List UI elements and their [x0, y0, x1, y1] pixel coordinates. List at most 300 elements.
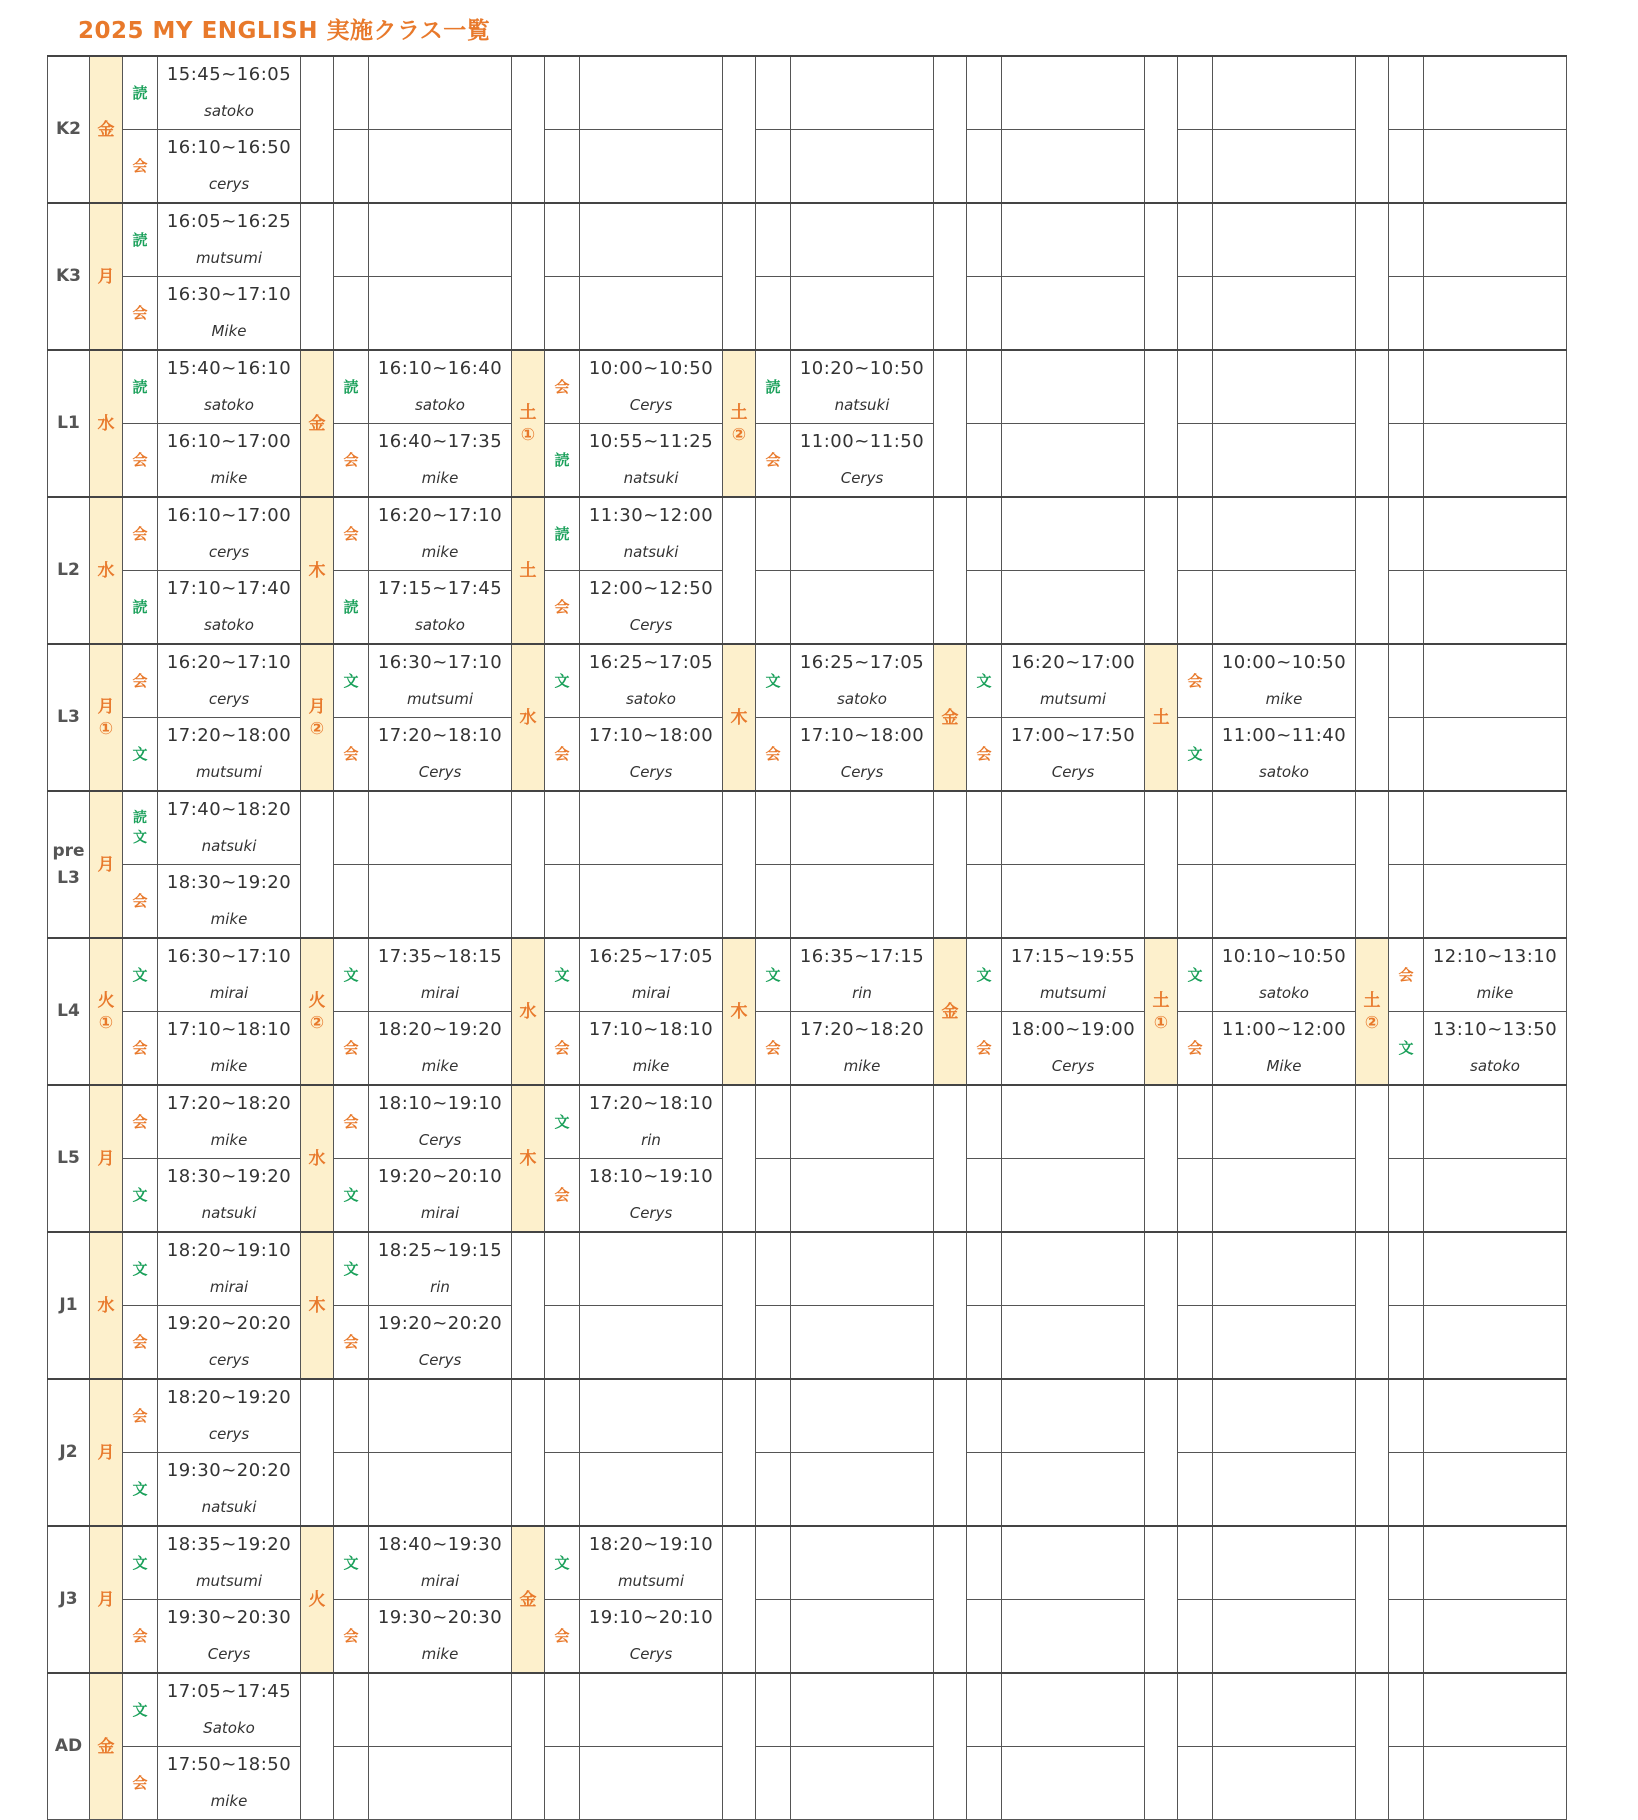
class-time-cell	[369, 277, 512, 351]
class-time-cell	[1002, 1085, 1145, 1159]
class-type-cell	[1178, 1159, 1213, 1233]
class-time-cell	[369, 1379, 512, 1453]
class-slot	[158, 577, 300, 637]
class-slot	[158, 1312, 300, 1372]
class-time-cell	[791, 938, 934, 1012]
class-type-label: 文	[132, 1701, 148, 1719]
class-type-label-2: 文	[133, 830, 147, 846]
class-type-cell	[1389, 1085, 1424, 1159]
schedule-row	[48, 1379, 1567, 1453]
class-type-cell	[545, 350, 580, 424]
class-type-label: 読	[343, 598, 359, 616]
day-cell	[301, 203, 334, 350]
class-type-label: 会	[343, 1039, 359, 1057]
class-type-cell	[1178, 350, 1213, 424]
day-label: 月	[97, 1442, 115, 1463]
class-type-cell	[967, 571, 1002, 645]
class-type-cell	[123, 718, 158, 792]
level-label	[48, 644, 90, 791]
class-type-cell	[756, 424, 791, 498]
class-type-cell	[967, 791, 1002, 865]
class-type-cell	[1389, 571, 1424, 645]
class-slot	[369, 1018, 511, 1078]
class-type-cell	[123, 350, 158, 424]
class-slot	[369, 504, 511, 564]
class-time-cell	[158, 424, 301, 498]
class-time-cell	[791, 1747, 934, 1820]
class-slot	[580, 1092, 722, 1152]
class-type-label: 文	[554, 966, 570, 984]
class-time-cell	[1424, 938, 1567, 1012]
class-type-cell	[123, 424, 158, 498]
class-type-cell	[123, 571, 158, 645]
day-label: 金	[308, 413, 326, 434]
class-time-cell	[158, 203, 301, 277]
class-time-cell	[791, 644, 934, 718]
day-cell	[1145, 350, 1178, 497]
class-time: 17:10~18:00	[588, 725, 714, 746]
class-time: 16:40~17:35	[377, 431, 503, 452]
class-time-cell	[1002, 277, 1145, 351]
class-time-cell	[1424, 644, 1567, 718]
class-type-cell	[1178, 56, 1213, 130]
class-time-cell	[791, 277, 934, 351]
class-type-cell	[334, 424, 369, 498]
day-label: 金	[941, 707, 959, 728]
class-type-cell	[967, 938, 1002, 1012]
class-type-cell	[545, 130, 580, 204]
teacher-name: mutsumi	[195, 249, 263, 267]
day-cell	[934, 1673, 967, 1820]
class-type-cell	[545, 1600, 580, 1674]
class-time-cell	[369, 938, 512, 1012]
class-time-cell	[1424, 1673, 1567, 1747]
day-cell	[1145, 1526, 1178, 1673]
level-label	[48, 1673, 90, 1820]
class-time-cell	[580, 56, 723, 130]
day-number: ②	[309, 1012, 325, 1033]
class-type-cell	[967, 1673, 1002, 1747]
class-slot	[1213, 651, 1355, 711]
class-time-cell	[1002, 130, 1145, 204]
class-time-cell	[580, 1379, 723, 1453]
class-slot	[580, 945, 722, 1005]
class-type-cell	[334, 1600, 369, 1674]
class-time: 17:20~18:20	[166, 1093, 292, 1114]
day-cell	[1356, 203, 1389, 350]
class-type-cell	[756, 1673, 791, 1747]
class-time: 11:00~11:40	[1221, 725, 1347, 746]
day-cell	[934, 1526, 967, 1673]
class-time-cell	[1002, 497, 1145, 571]
class-type-cell	[334, 1673, 369, 1747]
schedule-row	[48, 497, 1567, 571]
class-type-cell	[123, 1526, 158, 1600]
class-type-cell	[756, 1453, 791, 1527]
class-type-cell	[756, 1526, 791, 1600]
day-cell	[1145, 1085, 1178, 1232]
class-time: 18:30~19:20	[166, 1166, 292, 1187]
class-time-cell	[1213, 56, 1356, 130]
class-type-cell	[334, 1012, 369, 1086]
teacher-name: satoko	[204, 616, 254, 634]
class-time: 16:10~16:50	[166, 137, 292, 158]
class-type-cell	[756, 718, 791, 792]
class-type-cell	[967, 865, 1002, 939]
class-time-cell	[1002, 791, 1145, 865]
class-time: 17:50~18:50	[166, 1754, 292, 1775]
class-time-cell	[369, 1012, 512, 1086]
teacher-name: mike	[421, 469, 459, 487]
day-label: 土	[519, 560, 537, 581]
schedule-row-lower	[48, 1600, 1567, 1674]
day-cell	[934, 1085, 967, 1232]
teacher-name: satoko	[415, 396, 465, 414]
class-time-cell	[580, 1600, 723, 1674]
class-time-cell	[1213, 130, 1356, 204]
class-type-cell	[756, 497, 791, 571]
teacher-name: satoko	[1259, 763, 1309, 781]
day-label: 火	[308, 990, 326, 1011]
class-slot	[791, 651, 933, 711]
class-time: 10:10~10:50	[1221, 946, 1347, 967]
class-type-cell	[1178, 1379, 1213, 1453]
class-time-cell	[1213, 203, 1356, 277]
class-type-label: 会	[132, 304, 148, 322]
class-type-label: 文	[343, 966, 359, 984]
day-cell	[90, 497, 123, 644]
teacher-name: natsuki	[834, 396, 890, 414]
class-time-cell	[1213, 1232, 1356, 1306]
class-type-cell	[967, 350, 1002, 424]
teacher-name: natsuki	[623, 543, 679, 561]
class-time-cell	[1424, 791, 1567, 865]
class-time-cell	[158, 277, 301, 351]
teacher-name: cerys	[208, 1425, 250, 1443]
class-time-cell	[1424, 203, 1567, 277]
class-slot	[580, 651, 722, 711]
class-slot	[580, 1018, 722, 1078]
day-cell	[1356, 56, 1389, 203]
class-time-cell	[1424, 1600, 1567, 1674]
class-time-cell	[369, 497, 512, 571]
class-type-cell	[967, 130, 1002, 204]
class-time: 16:30~17:10	[377, 652, 503, 673]
schedule-table	[47, 55, 1567, 1820]
class-type-label: 会	[132, 157, 148, 175]
level-name: J3	[59, 1589, 78, 1609]
class-slot	[158, 1533, 300, 1593]
class-time-cell	[1424, 571, 1567, 645]
class-type-cell	[967, 203, 1002, 277]
day-cell	[512, 1526, 545, 1673]
class-time-cell	[1213, 571, 1356, 645]
class-type-label: 会	[132, 1039, 148, 1057]
class-time-cell	[791, 1306, 934, 1380]
class-time-cell	[791, 865, 934, 939]
schedule-row-lower	[48, 1159, 1567, 1233]
level-label	[48, 791, 90, 938]
class-time-cell	[1213, 718, 1356, 792]
class-type-cell	[967, 277, 1002, 351]
class-time: 16:20~17:10	[377, 505, 503, 526]
day-cell	[1145, 497, 1178, 644]
class-slot	[158, 1606, 300, 1666]
day-cell	[934, 644, 967, 791]
class-type-label: 会	[132, 525, 148, 543]
class-slot	[158, 651, 300, 711]
class-slot	[791, 1018, 933, 1078]
class-type-label: 会	[765, 1039, 781, 1057]
class-type-cell	[334, 571, 369, 645]
teacher-name: mike	[210, 1057, 248, 1075]
class-type-label: 文	[1187, 745, 1203, 763]
class-type-cell	[1178, 277, 1213, 351]
class-type-label: 会	[132, 1774, 148, 1792]
class-time-cell	[158, 1379, 301, 1453]
class-time-cell	[1424, 865, 1567, 939]
class-time-cell	[369, 203, 512, 277]
teacher-name: mike	[210, 1792, 248, 1810]
day-label: 水	[97, 1295, 115, 1316]
teacher-name: mirai	[209, 984, 249, 1002]
class-type-label: 文	[343, 1260, 359, 1278]
class-type-label: 文	[132, 745, 148, 763]
day-cell	[301, 938, 334, 1085]
teacher-name: satoko	[626, 690, 676, 708]
class-time-cell	[369, 718, 512, 792]
class-type-cell	[1389, 203, 1424, 277]
teacher-name: Cerys	[1051, 1057, 1095, 1075]
class-type-label: 会	[132, 1407, 148, 1425]
class-type-cell	[334, 791, 369, 865]
class-time-cell	[158, 1526, 301, 1600]
class-type-label: 文	[132, 1260, 148, 1278]
class-time: 19:30~20:20	[166, 1460, 292, 1481]
class-type-cell	[967, 718, 1002, 792]
day-cell	[1145, 56, 1178, 203]
class-slot	[580, 504, 722, 564]
class-slot	[158, 283, 300, 343]
class-time-cell	[580, 865, 723, 939]
day-cell	[90, 203, 123, 350]
class-time: 17:35~18:15	[377, 946, 503, 967]
class-type-label: 読	[132, 598, 148, 616]
day-cell	[723, 1085, 756, 1232]
day-cell	[723, 497, 756, 644]
class-slot	[158, 724, 300, 784]
day-cell	[1356, 497, 1389, 644]
class-time-cell	[580, 938, 723, 1012]
class-slot	[791, 945, 933, 1005]
day-cell	[1145, 644, 1178, 791]
class-slot	[369, 945, 511, 1005]
class-time: 13:10~13:50	[1432, 1019, 1558, 1040]
schedule-row	[48, 644, 1567, 718]
class-time-cell	[1002, 350, 1145, 424]
class-type-label: 文	[132, 966, 148, 984]
teacher-name: rin	[852, 984, 872, 1002]
class-time-cell	[1424, 424, 1567, 498]
class-type-cell	[1389, 1232, 1424, 1306]
class-type-cell	[1389, 1673, 1424, 1747]
class-time-cell	[580, 130, 723, 204]
class-type-cell	[1178, 1012, 1213, 1086]
day-cell	[723, 203, 756, 350]
day-cell	[1356, 791, 1389, 938]
day-cell	[512, 1085, 545, 1232]
class-type-cell	[123, 56, 158, 130]
class-time: 16:10~17:00	[166, 431, 292, 452]
class-time-cell	[369, 1159, 512, 1233]
class-type-cell	[967, 1526, 1002, 1600]
class-time-cell	[158, 571, 301, 645]
day-label: 水	[519, 707, 537, 728]
class-type-cell	[123, 1306, 158, 1380]
day-label: 木	[519, 1148, 537, 1169]
day-cell	[1145, 203, 1178, 350]
class-time-cell	[1002, 865, 1145, 939]
teacher-name: Mike	[211, 322, 247, 340]
class-slot	[1213, 1018, 1355, 1078]
level-label	[48, 350, 90, 497]
class-slot	[158, 1459, 300, 1519]
teacher-name: mirai	[420, 1204, 460, 1222]
class-slot	[158, 798, 300, 858]
class-time-cell	[1213, 1379, 1356, 1453]
day-cell	[90, 1673, 123, 1820]
class-type-label: 会	[343, 525, 359, 543]
class-type-cell	[1178, 130, 1213, 204]
day-cell	[90, 938, 123, 1085]
class-type-label: 会	[132, 1333, 148, 1351]
class-slot	[158, 871, 300, 931]
class-time-cell	[1213, 938, 1356, 1012]
day-cell	[301, 56, 334, 203]
class-type-cell	[123, 1232, 158, 1306]
class-type-cell	[545, 1526, 580, 1600]
class-type-cell	[334, 203, 369, 277]
class-type-cell	[967, 424, 1002, 498]
class-type-cell	[756, 938, 791, 1012]
class-type-label: 文	[554, 1554, 570, 1572]
class-time-cell	[1424, 130, 1567, 204]
class-slot	[369, 357, 511, 417]
class-time: 16:10~16:40	[377, 358, 503, 379]
teacher-name: natsuki	[201, 1204, 257, 1222]
schedule-row	[48, 56, 1567, 130]
class-type-label: 文	[976, 672, 992, 690]
class-type-cell	[545, 1379, 580, 1453]
class-type-cell	[123, 644, 158, 718]
class-type-label: 会	[976, 1039, 992, 1057]
class-slot	[1213, 945, 1355, 1005]
class-time-cell	[158, 1453, 301, 1527]
class-time-cell	[580, 277, 723, 351]
class-type-label: 会	[132, 892, 148, 910]
class-time: 19:10~20:10	[588, 1607, 714, 1628]
class-time: 18:10~19:10	[588, 1166, 714, 1187]
teacher-name: satoko	[204, 396, 254, 414]
class-time: 17:05~17:45	[166, 1681, 292, 1702]
class-time-cell	[1424, 497, 1567, 571]
class-time: 12:10~13:10	[1432, 946, 1558, 967]
class-type-label: 会	[554, 1039, 570, 1057]
class-time-cell	[791, 1673, 934, 1747]
class-type-cell	[967, 1012, 1002, 1086]
class-type-cell	[967, 644, 1002, 718]
class-time-cell	[158, 497, 301, 571]
class-type-cell	[756, 1232, 791, 1306]
class-type-cell	[1178, 203, 1213, 277]
day-cell	[723, 938, 756, 1085]
class-time-cell	[369, 1306, 512, 1380]
class-time: 18:20~19:10	[588, 1534, 714, 1555]
class-type-cell	[1389, 1012, 1424, 1086]
class-time-cell	[1424, 1526, 1567, 1600]
day-label: 水	[97, 560, 115, 581]
class-type-cell	[967, 1379, 1002, 1453]
class-slot	[791, 357, 933, 417]
teacher-name: Cerys	[629, 1645, 673, 1663]
teacher-name: mirai	[420, 984, 460, 1002]
class-time-cell	[1424, 718, 1567, 792]
class-time: 19:20~20:10	[377, 1166, 503, 1187]
class-type-label: 会	[554, 1186, 570, 1204]
level-label	[48, 1526, 90, 1673]
class-time: 18:35~19:20	[166, 1534, 292, 1555]
class-time-cell	[791, 718, 934, 792]
day-label: 金	[941, 1001, 959, 1022]
class-type-label: 文	[1187, 966, 1203, 984]
day-cell	[301, 644, 334, 791]
class-time-cell	[580, 1673, 723, 1747]
class-time-cell	[1424, 1747, 1567, 1820]
class-time-cell	[158, 1159, 301, 1233]
class-type-label: 会	[343, 1627, 359, 1645]
class-type-label: 会	[343, 1333, 359, 1351]
class-type-cell	[545, 1012, 580, 1086]
class-time: 10:00~10:50	[1221, 652, 1347, 673]
class-time-cell	[1213, 791, 1356, 865]
day-label: 水	[308, 1148, 326, 1169]
class-type-cell	[545, 1159, 580, 1233]
class-type-cell	[1178, 938, 1213, 1012]
teacher-name: natsuki	[201, 837, 257, 855]
class-type-cell	[1178, 1673, 1213, 1747]
class-type-cell	[1178, 1306, 1213, 1380]
class-type-cell	[1178, 791, 1213, 865]
level-name-line2: L3	[57, 867, 80, 888]
class-type-cell	[545, 1453, 580, 1527]
day-cell	[90, 791, 123, 938]
level-label	[48, 1379, 90, 1526]
day-cell	[723, 644, 756, 791]
class-time: 17:40~18:20	[166, 799, 292, 820]
class-time: 11:30~12:00	[588, 505, 714, 526]
class-type-cell	[1178, 718, 1213, 792]
class-slot	[369, 1092, 511, 1152]
class-type-label: 会	[765, 745, 781, 763]
class-type-cell	[756, 1012, 791, 1086]
class-type-cell	[756, 203, 791, 277]
class-time-cell	[791, 350, 934, 424]
class-time-cell	[369, 130, 512, 204]
day-cell	[512, 938, 545, 1085]
day-number: ②	[731, 424, 747, 445]
day-cell	[1356, 1232, 1389, 1379]
teacher-name: mirai	[420, 1572, 460, 1590]
